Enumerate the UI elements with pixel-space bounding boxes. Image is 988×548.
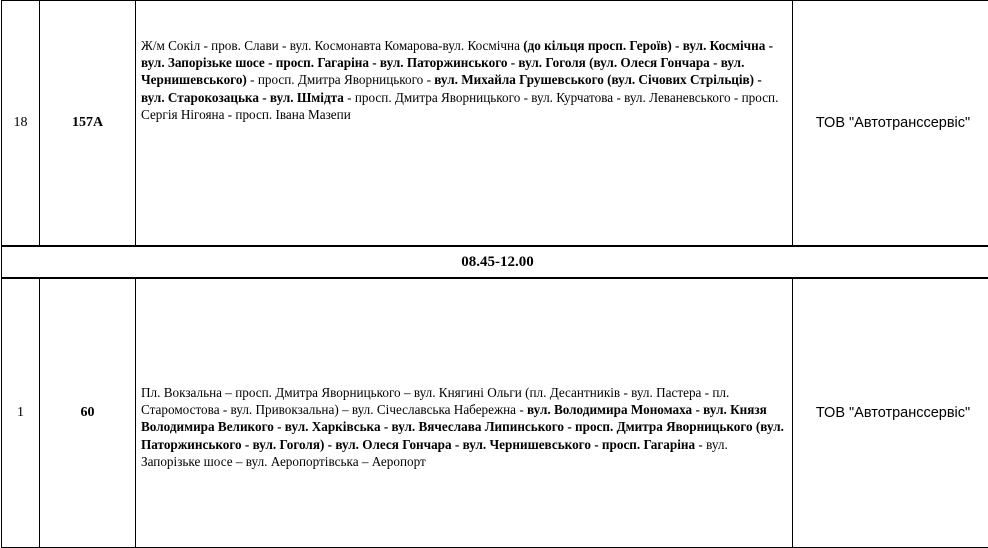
route-code: 157А bbox=[40, 1, 136, 247]
carrier-name: ТОВ "Автотранссервіс" bbox=[793, 1, 988, 247]
table-row bbox=[2, 278, 988, 548]
route-segment: Пл. Вокзальна – просп. Дмитра Яворницького – вул. Княгині Ольги (пл. Десантників - вул. Пастера - пл. Старомостова - вул. Привокзальна) – вул. Січеславська Набережна - bbox=[141, 385, 729, 417]
route-schedule-page bbox=[1, 0, 987, 492]
table-row bbox=[2, 1, 988, 247]
route-segment: Ж/м Сокіл - пров. Слави - вул. Космонавта Комарова-вул. Космічна bbox=[141, 38, 523, 53]
route-code: 60 bbox=[40, 278, 136, 548]
route-segment: вул. Михайла Грушевського (вул. Січових Стрільців) - вул. Старокозацька - вул. Шмідта bbox=[141, 72, 762, 104]
route-description bbox=[136, 1, 793, 247]
row-number: 1 bbox=[2, 278, 40, 548]
carrier-name: ТОВ "Автотранссервіс" bbox=[793, 278, 988, 548]
time-interval-row bbox=[2, 246, 988, 278]
time-interval-heading: 08.45-12.00 bbox=[2, 246, 988, 278]
route-description bbox=[136, 278, 793, 548]
route-table bbox=[1, 0, 988, 548]
row-number: 18 bbox=[2, 1, 40, 247]
route-segment: - просп. Дмитра Яворницького - bbox=[247, 72, 434, 87]
route-segment: - просп. Дмитра Яворницького - вул. Курчатова - вул. Леваневського - просп. Сергія Нігояна - просп. Івана Мазепи bbox=[141, 90, 778, 122]
route-segment: (до кільця просп. Героїв) - вул. Космічна - вул. Запорізьке шосе - просп. Гагаріна - вул. Паторжинського - вул. Гоголя (вул. Олеся Гончара - вул. Чернишевського) bbox=[141, 38, 773, 87]
route-segment: - вул. Запорізьке шосе – вул. Аеропортівська – Аеропорт bbox=[141, 437, 728, 469]
route-segment: вул. Володимира Мономаха - вул. Князя Володимира Великого - вул. Харківська - вул. Вячеслава Липинського - просп. Дмитра Яворницького (вул. Паторжинського - вул. Гоголя) - вул. Олеся Гончара - вул. Чернишевського - просп. Гагаріна bbox=[141, 402, 784, 451]
